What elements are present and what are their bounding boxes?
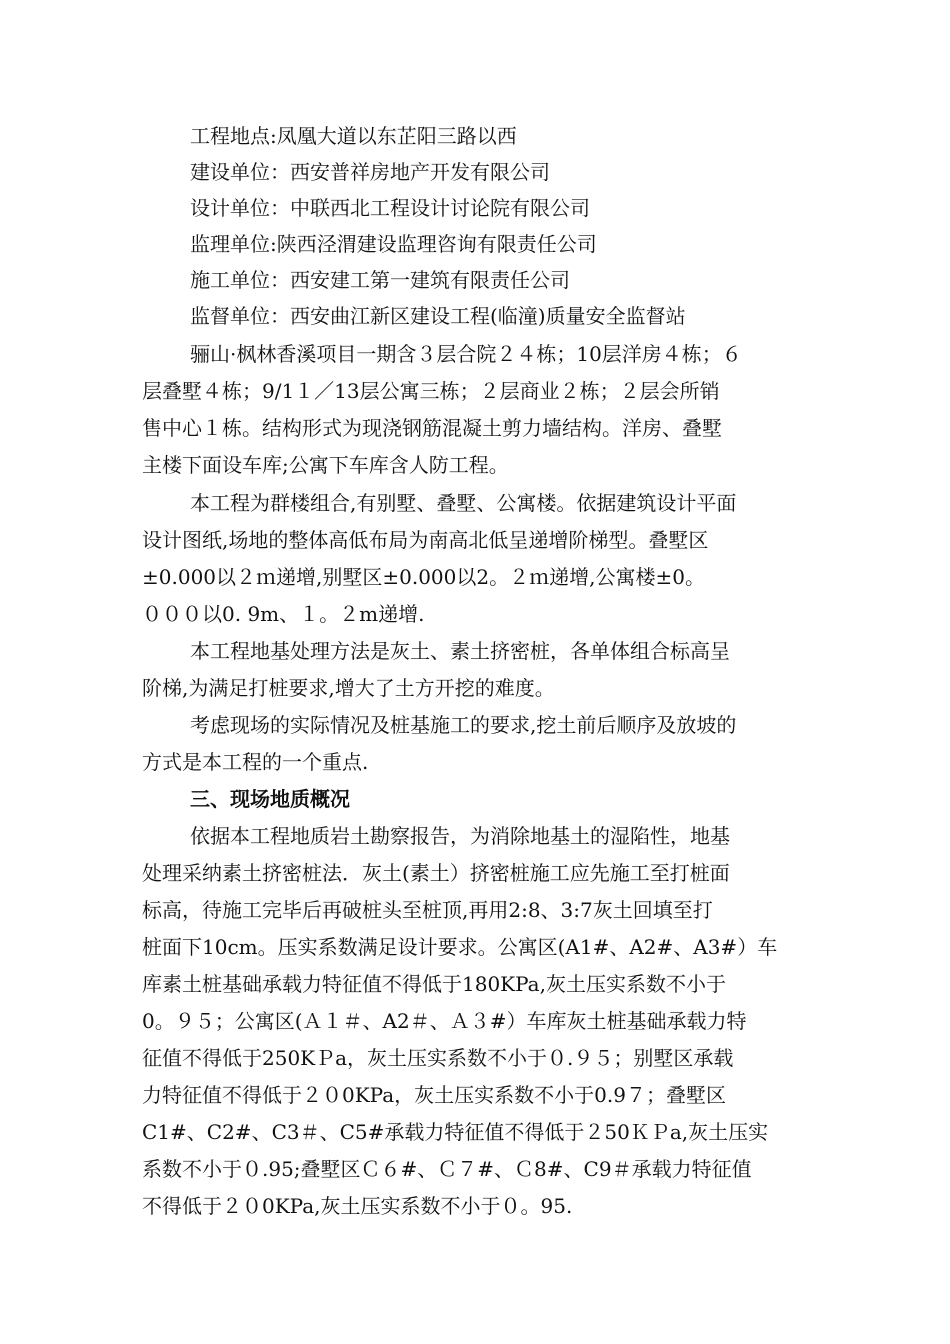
paragraph-line: 不得低于２０0KPa,灰土压实系数不小于０。95. — [142, 1194, 573, 1218]
paragraph-line: 考虑现场的实际情况及桩基施工的要求,挖土前后顺序及放坡的 — [190, 713, 737, 737]
paragraph-line: 系数不小于０.95;叠墅区Ｃ６#、Ｃ７#、Ｃ8#、C9＃承载力特征值 — [142, 1157, 752, 1181]
project-location: 工程地点:凤凰大道以东芷阳三路以西 — [190, 124, 517, 148]
project-developer: 建设单位：西安普祥房地产开发有限公司 — [190, 160, 550, 184]
paragraph-line: 库素土桩基础承载力特征值不得低于180KPa,灰土压实系数不小于 — [142, 972, 726, 996]
paragraph-line: 标高，待施工完毕后再破桩头至桩顶,再用2:8、3:7灰土回填至打 — [142, 898, 713, 922]
project-contractor: 施工单位：西安建工第一建筑有限责任公司 — [190, 268, 570, 292]
paragraph-line: 主楼下面设车库;公寓下车库含人防工程。 — [142, 453, 509, 477]
paragraph-line: 售中心１栋。结构形式为现浇钢筋混凝土剪力墙结构。洋房、叠墅 — [142, 416, 722, 440]
paragraph-line: ０００以0. 9m、１。２m递增. — [142, 602, 425, 626]
paragraph-line: 依据本工程地质岩土勘察报告，为消除地基土的湿陷性，地基 — [190, 824, 730, 848]
paragraph-line: 桩面下10cm。压实系数满足设计要求。公寓区(A1#、A2#、A3#）车 — [142, 935, 778, 959]
paragraph-line: ±0.000以２ｍ递增,别墅区±0.000以2。２ｍ递增,公寓楼±0。 — [142, 565, 705, 589]
project-supervisor: 监理单位:陕西泾渭建设监理咨询有限责任公司 — [190, 232, 597, 256]
paragraph-line: 0。９５；公寓区(Ａ１＃、A2＃、Ａ３#）车库灰土桩基础承载力特 — [142, 1009, 747, 1033]
paragraph-line: 阶梯,为满足打桩要求,增大了土方开挖的难度。 — [142, 676, 555, 700]
paragraph-line: 处理采纳素土挤密桩法．灰土(素土）挤密桩施工应先施工至打桩面 — [142, 861, 730, 885]
section-heading: 三、现场地质概况 — [190, 787, 350, 811]
project-designer: 设计单位：中联西北工程设计讨论院有限公司 — [190, 196, 590, 220]
paragraph-line: 骊山·枫林香溪项目一期含３层合院２４栋；10层洋房４栋；６ — [190, 342, 742, 366]
paragraph-line: 方式是本工程的一个重点. — [142, 750, 369, 774]
project-inspector: 监督单位：西安曲江新区建设工程(临潼)质量安全监督站 — [190, 304, 686, 328]
paragraph-line: C1#、C2#、C3＃、C5#承载力特征值不得低于２50ＫＰa,灰土压实 — [142, 1120, 769, 1144]
paragraph-line: 征值不得低于250KＰa，灰土压实系数不小于０.９５；别墅区承载 — [142, 1046, 734, 1070]
paragraph-line: 力特征值不得低于２０0KPa，灰土压实系数不小于0.9７；叠墅区 — [142, 1083, 726, 1107]
paragraph-line: 本工程为群楼组合,有别墅、叠墅、公寓楼。依据建筑设计平面 — [190, 491, 737, 515]
paragraph-line: 设计图纸,场地的整体高低布局为南高北低呈递增阶梯型。叠墅区 — [142, 528, 709, 552]
paragraph-line: 层叠墅４栋；9/1１／13层公寓三栋；２层商业２栋；２层会所销 — [142, 379, 720, 403]
paragraph-line: 本工程地基处理方法是灰土、素土挤密桩，各单体组合标高呈 — [190, 639, 730, 663]
